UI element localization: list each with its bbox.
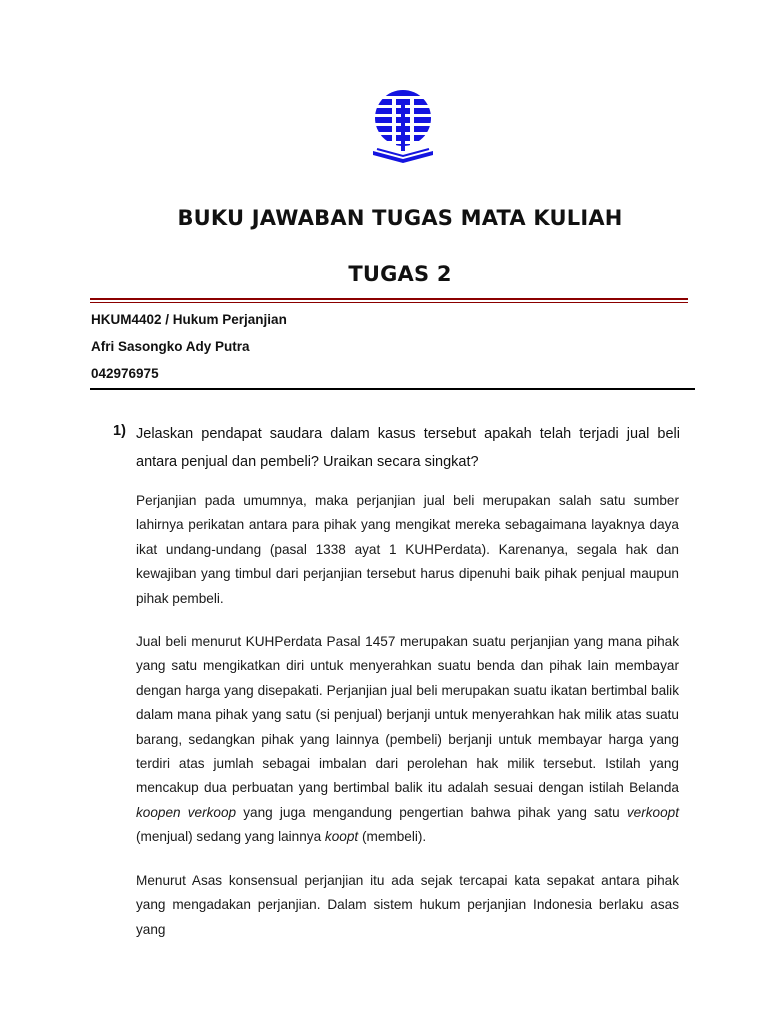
answer-paragraph-2-text-d: (membeli).	[358, 829, 427, 845]
answer-paragraph-3: Menurut Asas konsensual perjanjian itu ada sejak tercapai kata sepakat antara pihak yang mengadakan perjanjian. Dalam sistem hukum perjanjian Indonesia berlaku asas yang	[136, 873, 679, 937]
document-title: BUKU JAWABAN TUGAS MATA KULIAH	[177, 206, 623, 230]
course-code: HKUM4402 / Hukum Perjanjian	[91, 312, 287, 327]
answer-paragraph-2-text-b: yang juga mengandung pengertian bahwa pihak yang satu	[236, 804, 627, 820]
header-divider	[90, 298, 688, 303]
answer-paragraph-2	[136, 630, 679, 850]
answer-paragraph-2-text: Jual beli menurut KUHPerdata Pasal 1457 merupakan suatu perjanjian yang mana pihak yang satu mengikatkan diri untuk menyerahkan suatu benda dan pihak lain membayar dengan harga yang disepakati. Perjanjian jual beli merupakan suatu ikatan bertimbal balik dalam mana pihak yang satu (si penjual) berjanji untuk menyerahkan hak milik atas suatu barang, sedangkan pihak yang lainnya (pembeli) berjanji untuk membayar harga yang terdiri atas jumlah sebagai imbalan dari perolehan hak milik tersebut. Istilah yang mencakup dua perbuatan yang bertimbal balik itu adalah sesuai dengan istilah Belanda	[136, 634, 679, 796]
question-text: Jelaskan pendapat saudara dalam kasus tersebut apakah telah terjadi jual beli antara penjual dan pembeli? Uraikan secara singkat?	[136, 426, 680, 470]
student-id: 042976975	[91, 366, 159, 381]
student-name: Afri Sasongko Ady Putra	[91, 339, 250, 354]
term-verkoopt: verkoopt	[626, 804, 679, 820]
info-divider	[90, 388, 695, 390]
term-koopen-verkoop: koopen verkoop	[136, 804, 237, 820]
university-logo-icon	[369, 89, 437, 165]
answer-paragraph-1: Perjanjian pada umumnya, maka perjanjian jual beli merupakan salah satu sumber lahirnya perikatan antara para pihak yang mengikat mereka sebagaimana layaknya daya ikat undang-undang (pasal 1338 ayat 1 KUHPerdata). Karenanya, segala hak dan kewajiban yang timbul dari perjanjian tersebut harus dipenuhi baik pihak penjual maupun pihak pembeli.	[136, 493, 679, 606]
term-koopt: koopt	[324, 829, 359, 845]
question-number: 1)	[113, 423, 126, 439]
answer-paragraph-2-text-c: (menjual) sedang yang lainnya	[136, 829, 325, 845]
assignment-title: TUGAS 2	[348, 262, 452, 286]
